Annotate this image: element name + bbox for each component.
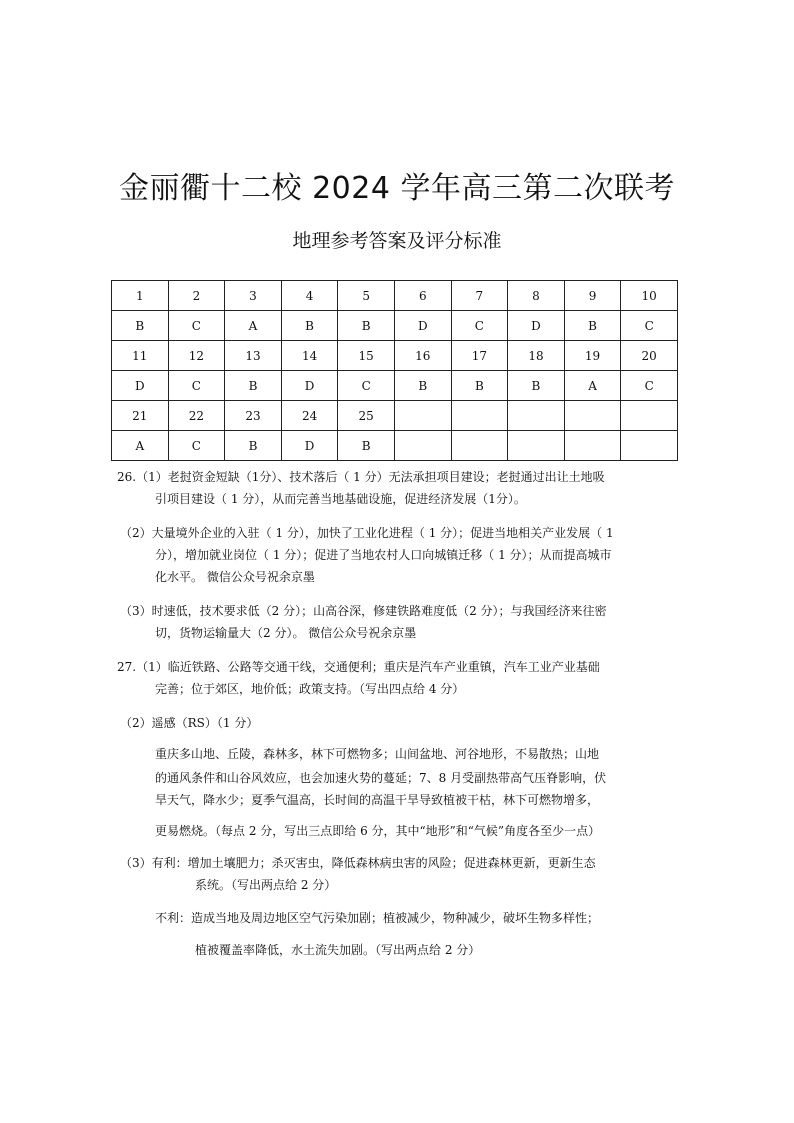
question-number-cell: 13: [225, 341, 282, 371]
question-number-cell: 23: [225, 401, 282, 431]
answer-cell: [451, 431, 508, 461]
answer-cell: B: [338, 431, 395, 461]
answer-cell: B: [508, 371, 565, 401]
q26-part2-line2: 分），增加就业岗位（ 1 分）；促进了当地农村人口向城镇迁移（ 1 分）；从而提高城市: [155, 548, 612, 562]
question-number-cell: 10: [621, 281, 678, 311]
answer-cell: B: [225, 431, 282, 461]
question-number-cell: [621, 401, 678, 431]
question-number-row: [112, 401, 678, 431]
answer-cell: B: [451, 371, 508, 401]
question-number-cell: [508, 401, 565, 431]
answer-cell: B: [225, 371, 282, 401]
q27-part2-line4: 更易燃烧。（每点 2 分，写出三点即给 6 分，其中“地形”和“气候”角度各至少一点）: [155, 824, 601, 838]
q27-part1-line2: 完善；位于郊区，地价低；政策支持。（写出四点给 4 分）: [155, 682, 465, 696]
answer-cell: C: [168, 311, 225, 341]
question-number-row: [112, 341, 678, 371]
answer-cell: [564, 431, 621, 461]
answer-cell: B: [112, 311, 169, 341]
question-number-cell: 9: [564, 281, 621, 311]
answer-cell: [394, 431, 451, 461]
question-number-cell: 25: [338, 401, 395, 431]
q26-part3-line2: 切，货物运输量大（2 分）。 微信公众号祝余京墨: [155, 626, 417, 640]
answer-row: [112, 431, 678, 461]
answer-cell: B: [338, 311, 395, 341]
q26-part3-line1: （3）时速低，技术要求低（2 分）；山高谷深，修建铁路难度低（2 分）；与我国经济来往密: [120, 604, 607, 618]
answer-table: [111, 280, 678, 461]
question-number-cell: 11: [112, 341, 169, 371]
answer-cell: B: [394, 371, 451, 401]
question-number-cell: 18: [508, 341, 565, 371]
question-number-cell: 16: [394, 341, 451, 371]
q26-part1-line1: 26.（1）老挝资金短缺（1分）、技术落后（ 1 分）无法承担项目建设；老挝通过出让土地吸: [117, 470, 605, 484]
q27-part3-line3: 不利：造成当地及周边地区空气污染加剧；植被减少，物种减少，破坏生物多样性；: [155, 911, 600, 925]
question-number-cell: 6: [394, 281, 451, 311]
question-number-cell: 21: [112, 401, 169, 431]
question-number-cell: 12: [168, 341, 225, 371]
q27-part1-line1: 27.（1）临近铁路、公路等交通干线，交通便利；重庆是汽车产业重镇，汽车工业产业基础: [117, 660, 600, 674]
question-number-cell: 24: [281, 401, 338, 431]
question-number-cell: 22: [168, 401, 225, 431]
answer-row: [112, 371, 678, 401]
question-number-cell: 3: [225, 281, 282, 311]
answer-cell: C: [621, 311, 678, 341]
page-title: 金丽衢十二校 2024 学年高三第二次联考: [119, 171, 675, 206]
question-number-cell: [451, 401, 508, 431]
answer-cell: B: [564, 311, 621, 341]
answer-cell: D: [508, 311, 565, 341]
question-number-cell: 1: [112, 281, 169, 311]
q26-part1-line2: 引项目建设（ 1 分），从而完善当地基础设施，促进经济发展（1分）。: [155, 492, 526, 506]
answer-cell: D: [112, 371, 169, 401]
answer-cell: A: [564, 371, 621, 401]
q27-part3-line2: 系统。（写出两点给 2 分）: [195, 878, 337, 892]
answer-cell: A: [112, 431, 169, 461]
q27-part2-line3: 旱天气，降水少；夏季气温高，长时间的高温干旱导致植被干枯，林下可燃物增多，: [155, 793, 600, 807]
question-number-cell: 20: [621, 341, 678, 371]
question-number-cell: [564, 401, 621, 431]
question-number-cell: 17: [451, 341, 508, 371]
question-number-cell: 7: [451, 281, 508, 311]
question-number-cell: 15: [338, 341, 395, 371]
answer-cell: D: [281, 431, 338, 461]
question-number-cell: 2: [168, 281, 225, 311]
q27-part2-line1: 重庆多山地、丘陵，森林多，林下可燃物多；山间盆地、河谷地形，不易散热；山地: [155, 747, 600, 761]
answer-cell: A: [225, 311, 282, 341]
answer-cell: [508, 431, 565, 461]
q26-part2-line3: 化水平。 微信公众号祝余京墨: [155, 570, 315, 584]
answer-cell: C: [168, 431, 225, 461]
q27-part3-line4: 植被覆盖率降低，水土流失加剧。（写出两点给 2 分）: [195, 943, 481, 957]
answer-cell: D: [281, 371, 338, 401]
answer-cell: C: [451, 311, 508, 341]
answer-cell: C: [338, 371, 395, 401]
q27-part2-line2: 的通风条件和山谷风效应，也会加速火势的蔓延；7、8 月受副热带高气压脊影响，伏: [155, 771, 607, 785]
answer-cell: [621, 431, 678, 461]
answer-row: [112, 311, 678, 341]
q26-part2-line1: （2）大量境外企业的入驻（ 1 分），加快了工业化进程（ 1 分）；促进当地相关产业发展（ 1: [120, 526, 614, 540]
q27-part3-line1: （3）有利：增加土壤肥力；杀灭害虫，降低森林病虫害的风险；促进森林更新，更新生态: [120, 856, 596, 870]
answer-cell: B: [281, 311, 338, 341]
question-number-cell: 5: [338, 281, 395, 311]
question-number-cell: 19: [564, 341, 621, 371]
answer-cell: C: [168, 371, 225, 401]
page-subtitle: 地理参考答案及评分标准: [292, 230, 502, 252]
answer-cell: C: [621, 371, 678, 401]
q27-part2-head: （2）遥感（RS）（1 分）: [120, 716, 259, 730]
question-number-row: [112, 281, 678, 311]
answer-cell: D: [394, 311, 451, 341]
question-number-cell: 8: [508, 281, 565, 311]
question-number-cell: [394, 401, 451, 431]
question-number-cell: 14: [281, 341, 338, 371]
question-number-cell: 4: [281, 281, 338, 311]
